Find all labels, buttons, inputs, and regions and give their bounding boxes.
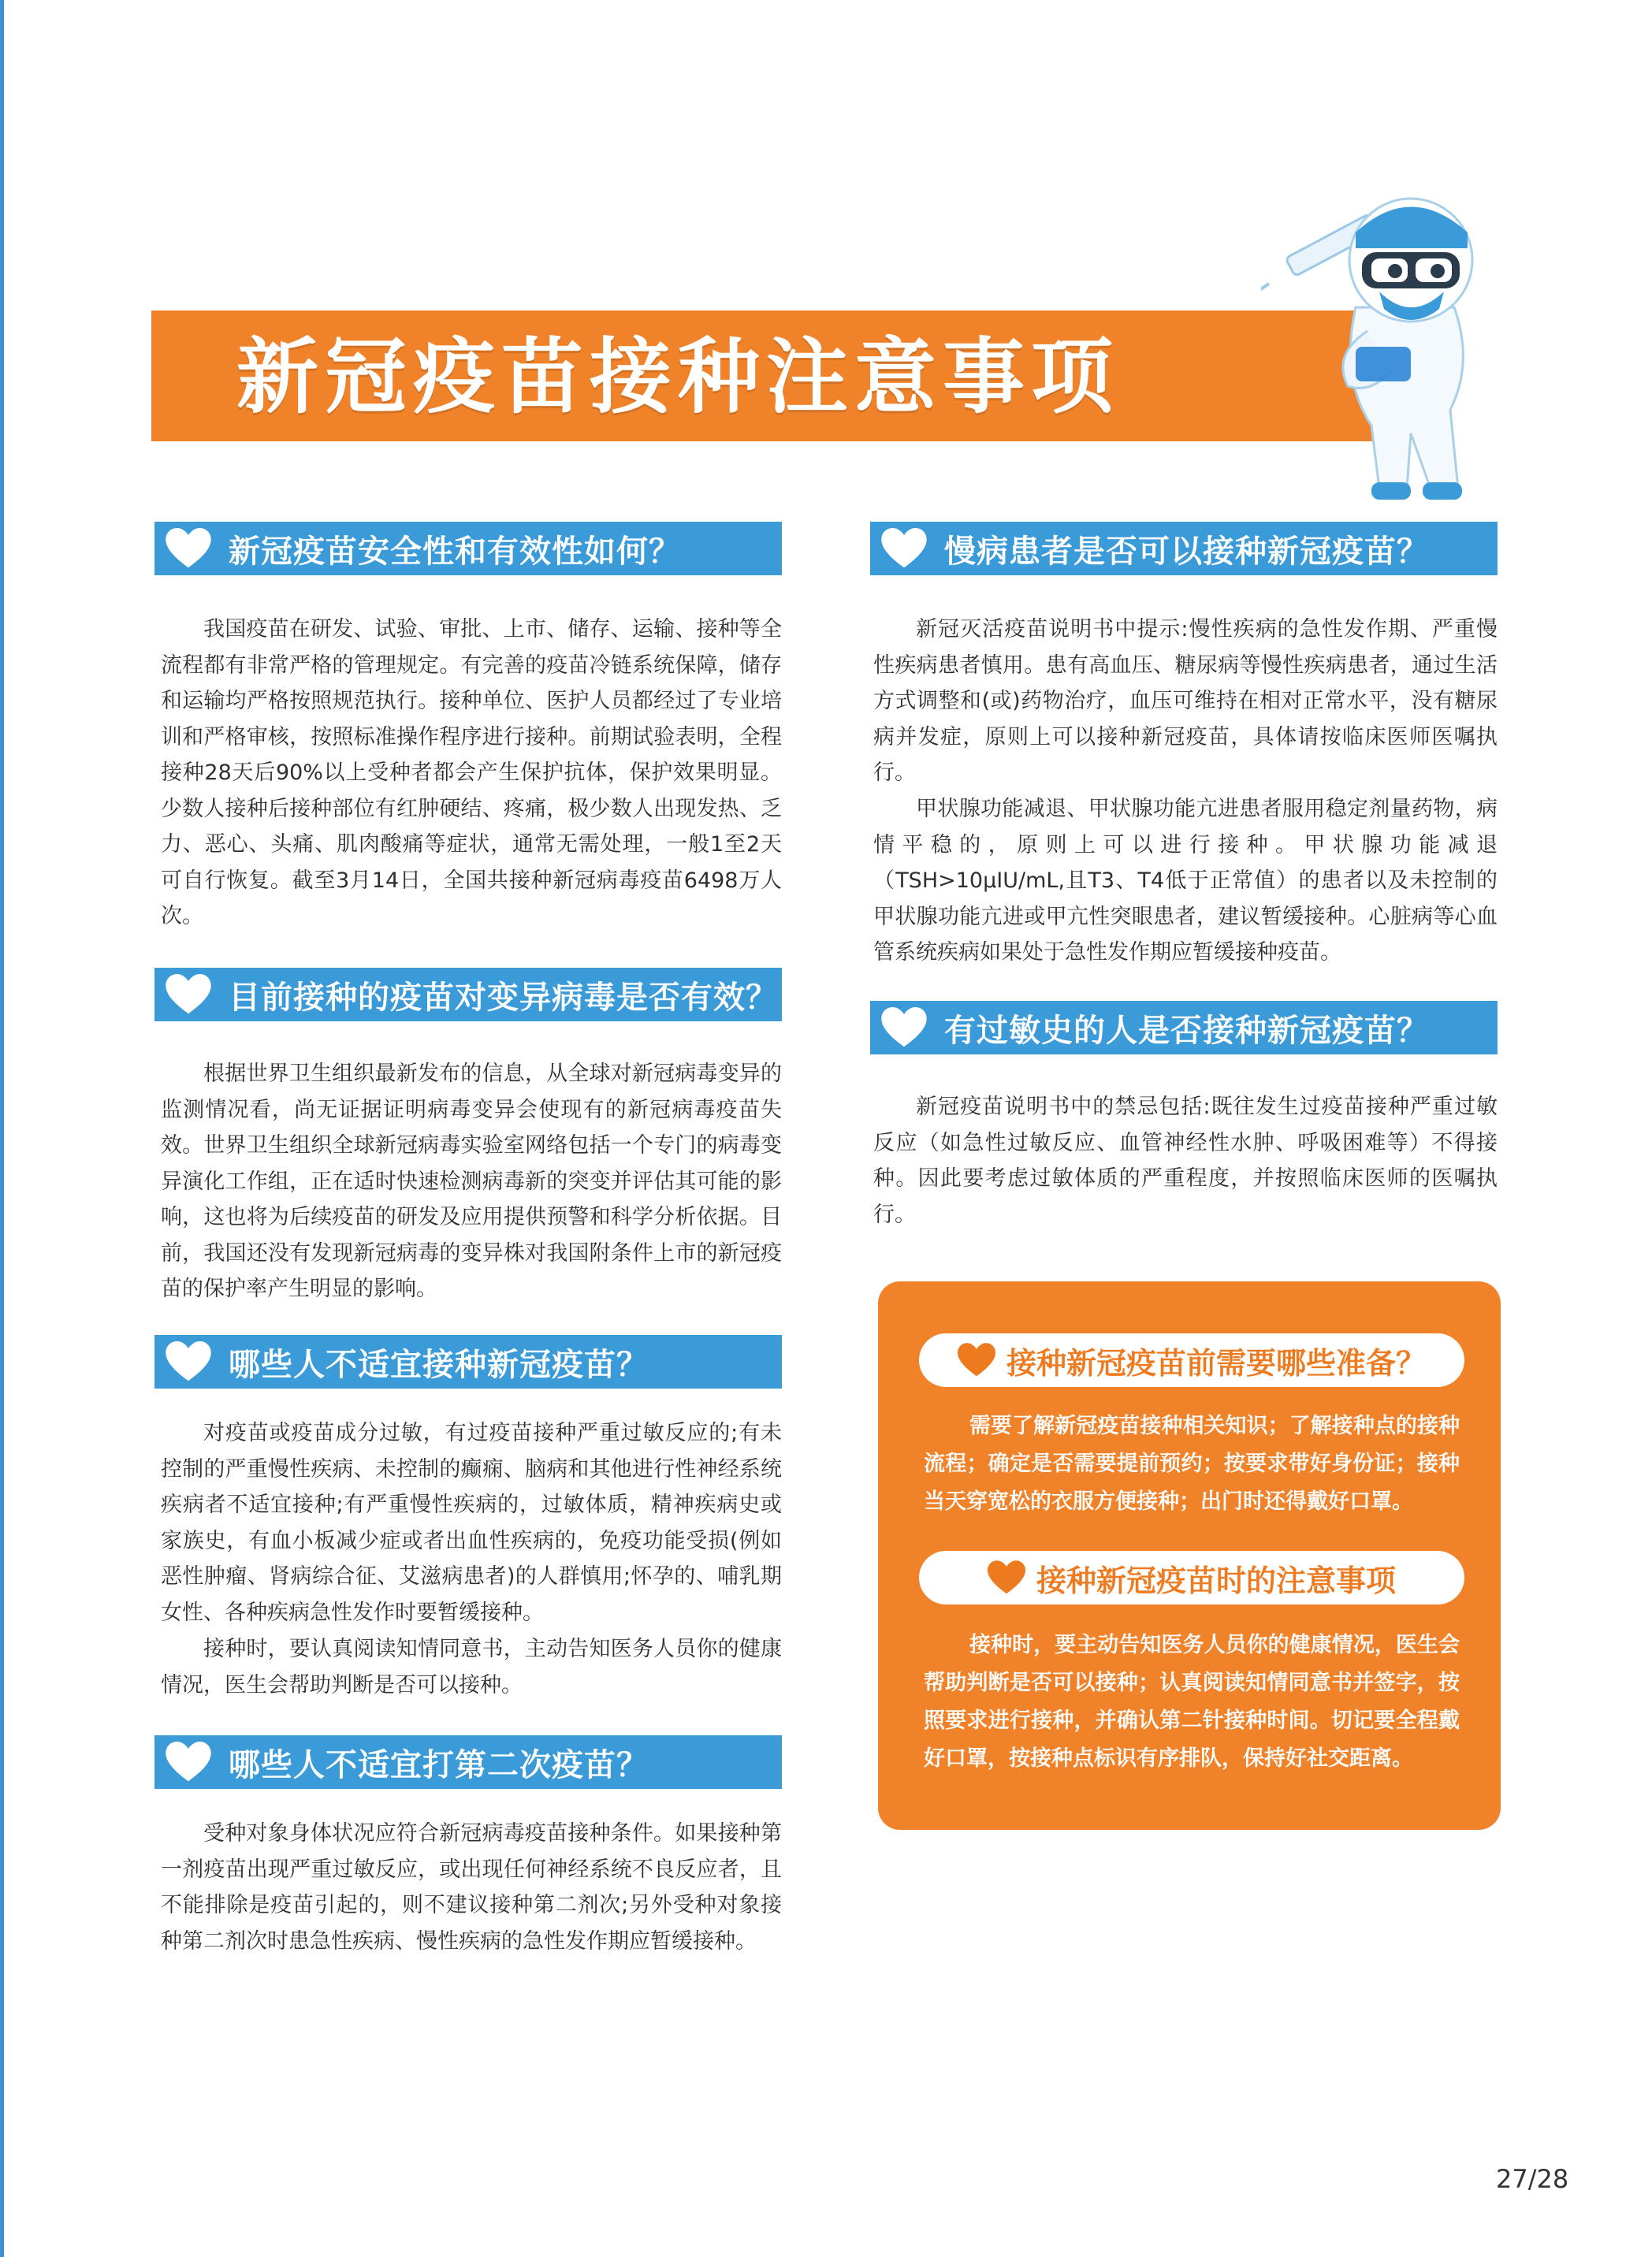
section-title: 哪些人不适宜接种新冠疫苗？ [229,1346,649,1383]
section-paragraph: 我国疫苗在研发、试验、审批、上市、储存、运输、接种等全流程都有非常严格的管理规定。有完善的疫苗冷链系统保障，储存和运输均严格按照规范执行。接种单位、医护人员都经过了专业培训和严格审核，按照标准操作程序进行接种。前期试验表明，全程接种28天后90%以上受种者都会产生保护抗体，保护效果明显。少数人接种后接种部位有红肿硬结、疼痛，极少数人出现发热、乏力、恶心、头痛、肌肉酸痛等症状，通常无需处理，一般1至2天可自行恢复。截至3月14日，全国共接种新冠病毒疫苗6498万人次。 [161,617,782,928]
heart-icon [988,1560,1025,1595]
section-paragraph: 接种时，要认真阅读知情同意书，主动告知医务人员你的健康情况，医生会帮助判断是否可以接种。 [161,1637,782,1697]
section-header-unsuitable [154,1335,782,1389]
callout-text: 需要了解新冠疫苗接种相关知识；了解接种点的接种流程；确定是否需要提前预约；按要求带好身份证；接种当天穿宽松的衣服方便接种；出门时还得戴好口罩。 [924,1414,1460,1514]
callout-pill-preparation [919,1333,1464,1387]
section-header-second-dose [154,1735,782,1789]
section-title: 有过敏史的人是否接种新冠疫苗？ [944,1012,1429,1049]
section-header-allergy [870,1001,1498,1054]
section-title: 新冠疫苗安全性和有效性如何？ [229,533,681,570]
heart-icon [166,528,211,569]
section-paragraph: 对疫苗或疫苗成分过敏，有过疫苗接种严重过敏反应的;有未控制的严重慢性疾病、未控制的癫痫、脑病和其他进行性神经系统疾病者不适宜接种;有严重慢性疾病的，过敏体质，精神疾病史或家族史，有血小板减少症或者出血性疾病的，免疫功能受损(例如恶性肿瘤、肾病综合征、艾滋病患者)的人群慎用;怀孕的、哺乳期女性、各种疾病急性发作时要暂缓接种。 [161,1421,782,1625]
heart-icon [958,1343,995,1378]
heart-icon [166,1742,211,1783]
callout-title: 接种新冠疫苗时的注意事项 [1036,1563,1396,1598]
heart-icon [881,528,927,569]
section-title: 目前接种的疫苗对变异病毒是否有效？ [229,979,778,1016]
section-paragraph: 甲状腺功能减退、甲状腺功能亢进患者服用稳定剂量药物，病情平稳的，原则上可以进行接种。甲状腺功能减退（TSH>10μIU/mL,且T3、T4低于正常值）的患者以及未控制的甲状腺功能亢进或甲亢性突眼患者，建议暂缓接种。心脏病等心血管系统疾病如果处于急性发作期应暂缓接种疫苗。 [873,797,1498,965]
heart-icon [881,1007,927,1048]
section-paragraph: 根据世界卫生组织最新发布的信息，从全球对新冠病毒变异的监测情况看，尚无证据证明病毒变异会使现有的新冠病毒疫苗失效。世界卫生组织全球新冠病毒实验室网络包括一个专门的病毒变异演化工作组，正在适时快速检测病毒新的突变并评估其可能的影响，这也将为后续疫苗的研发及应用提供预警和科学分析依据。目前，我国还没有发现新冠病毒的变异株对我国附条件上市的新冠疫苗的保护率产生明显的影响。 [161,1062,782,1301]
section-header-chronic [870,522,1498,575]
callout-title: 接种新冠疫苗前需要哪些准备？ [1006,1345,1426,1381]
section-title: 哪些人不适宜打第二次疫苗？ [229,1746,649,1783]
heart-icon [166,974,211,1015]
page-edge-rule [0,0,4,2257]
section-paragraph: 新冠疫苗说明书中的禁忌包括:既往发生过疫苗接种严重过敏反应（如急性过敏反应、血管神经性水肿、呼吸困难等）不得接种。因此要考虑过敏体质的严重程度，并按照临床医师的医嘱执行。 [873,1095,1498,1227]
heart-icon [166,1341,211,1382]
page-title: 新冠疫苗接种注意事项 [236,329,1120,425]
page-number: 27/28 [1496,2164,1569,2194]
callout-text: 接种时，要主动告知医务人员你的健康情况，医生会帮助判断是否可以接种；认真阅读知情同意书并签字，按照要求进行接种，并确认第二针接种时间。切记要全程戴好口罩，按接种点标识有序排队，保持好社交距离。 [924,1633,1460,1771]
callout-pill-precautions [919,1551,1464,1604]
section-header-variant [154,968,782,1021]
section-header-safety [154,522,782,575]
section-paragraph: 新冠灭活疫苗说明书中提示:慢性疾病的急性发作期、严重慢性疾病患者慎用。患有高血压、糖尿病等慢性疾病患者，通过生活方式调整和(或)药物治疗，血压可维持在相对正常水平，没有糖尿病并发症，原则上可以接种新冠疫苗，具体请按临床医师医嘱执行。 [873,617,1498,785]
tips-callout-box [878,1281,1501,1830]
doctor-mascot-illustration [1261,173,1498,504]
section-paragraph: 受种对象身体状况应符合新冠病毒疫苗接种条件。如果接种第一剂疫苗出现严重过敏反应，或出现任何神经系统不良反应者，且不能排除是疫苗引起的，则不建议接种第二剂次;另外受种对象接种第二剂次时患急性疾病、慢性疾病的急性发作期应暂缓接种。 [161,1821,782,1954]
section-title: 慢病患者是否可以接种新冠疫苗？ [944,533,1429,570]
